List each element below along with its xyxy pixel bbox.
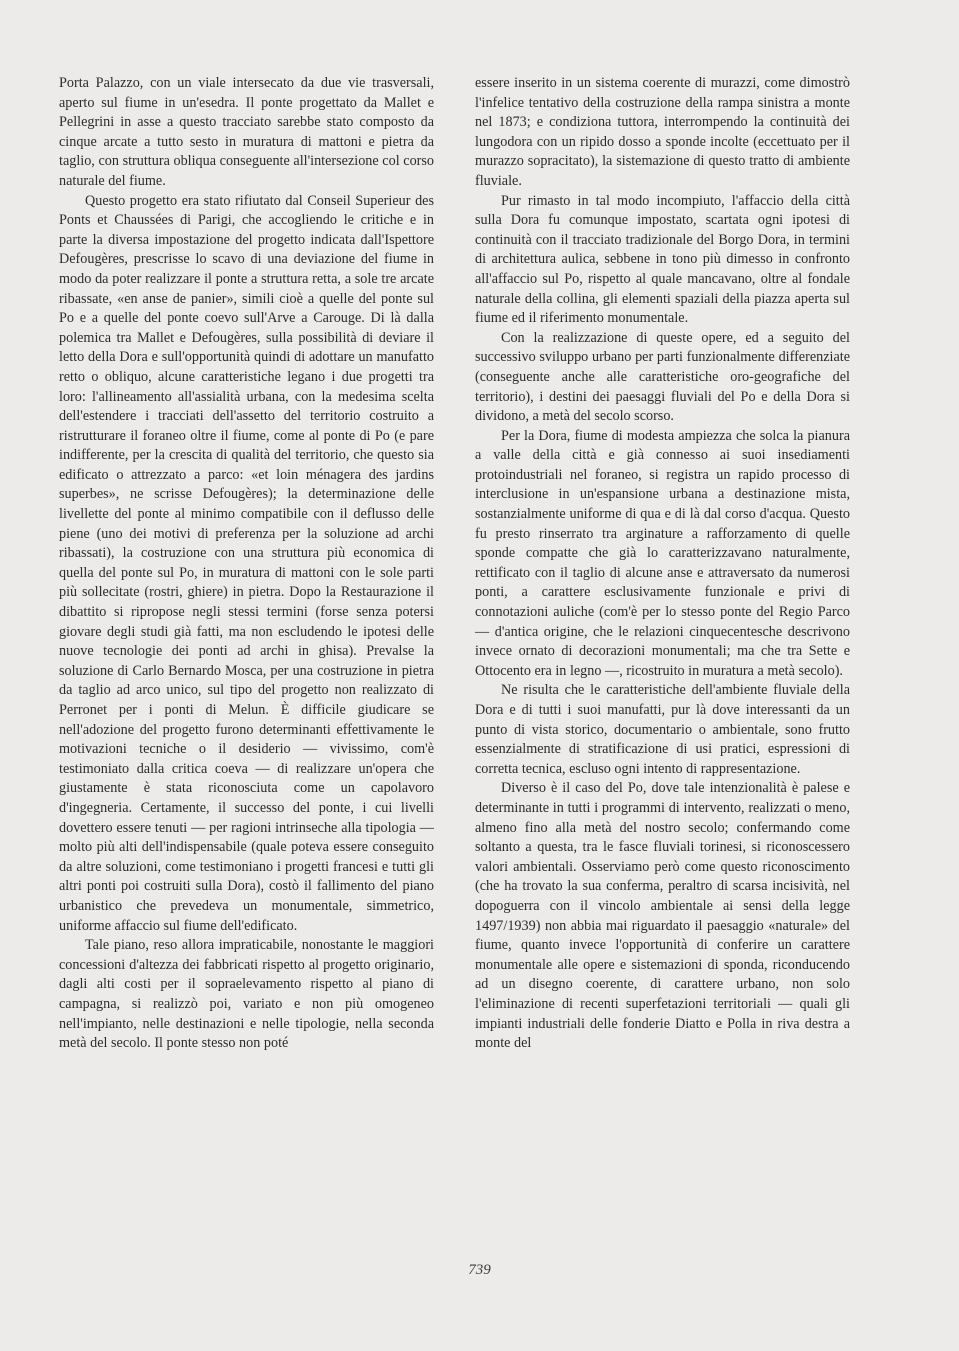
page-number: 739: [468, 1262, 491, 1278]
right-text-column: [475, 74, 850, 1054]
paragraph: Questo progetto era stato rifiutato dal Conseil Superieur des Ponts et Chaussées di Parigi, che accogliendo le critiche e in parte la diversa impostazione del progetto indicata dall'Ispettore Defougères, prescrisse lo scavo di una deviazione del fiume in modo da poter realizzare il ponte a struttura retta, a sole tre arcate ribassate, «en anse de panier», simili cioè a quelle del ponte sul Po e a quelle del ponte coevo sull'Arve a Carouge. Di là dalla polemica tra Mallet e Defougères, sulla possibilità di deviare il letto della Dora e sull'opportunità quindi di adottare un manufatto retto o obliquo, alcune caratteristiche legano i due progetti tra loro: l'allineamento all'assialità urbana, con la medesima scelta dell'estendere i tracciati dell'assetto del territorio costruito a ristrutturare il foraneo oltre il fiume, come al ponte di Po (e pare indifferente, per la crescita di qualità del territorio, che questo sia edificato o attrezzato a parco: «et loin ménagera des jardins superbes», ne scrisse Defougères); la determinazione delle livellette del ponte al minimo compatibile con il deflusso delle piene (uno dei motivi di preferenza per la soluzione ad archi ribassati), la costruzione con una struttura più economica di quella del ponte sul Po, in muratura di mattoni con le sole parti più sollecitate (rostri, ghiere) in pietra. Dopo la Restaurazione il dibattito si ripropose negli stessi termini (forse senza potersi giovare degli studi già fatti, ma non escludendo le ipotesi delle nuove tecnologie dei ponti ad archi in ghisa). Prevalse la soluzione di Carlo Bernardo Mosca, per una costruzione in pietra da taglio ad arco unico, sul tipo del progetto non realizzato di Perronet per i ponti di Melun. È difficile giudicare se nell'adozione del progetto furono determinanti effettivamente le motivazioni tecniche o il desiderio — vivissimo, com'è testimoniato dalla critica coeva — di realizzare un'opera che giustamente è stata riconosciuta come un capolavoro d'ingegneria. Certamente, il successo del ponte, i cui livelli dovettero essere tenuti — per ragioni intrinseche alla tipologia — molto più alti dell'indispensabile (quale poteva essere conseguito da altre soluzioni, come testimoniano i progetti francesi e tutti gli altri ponti poi costruiti sulla Dora), costò il fallimento del piano urbanistico che prevedeva un monumentale, simmetrico, uniforme affaccio sul fiume dell'edificato.: [59, 192, 434, 934]
paragraph: Tale piano, reso allora impraticabile, nonostante le maggiori concessioni d'altezza dei fabbricati rispetto al progetto originario, dagli alti costi per il sopraelevamento rispetto al piano di campagna, si realizzò poi, variato e non più omogeneo nell'impianto, nelle destinazioni e nelle tipologie, nella seconda metà del secolo. Il ponte stesso non poté: [59, 937, 434, 1052]
paragraph: Ne risulta che le caratteristiche dell'ambiente fluviale della Dora e di tutti i suoi manufatti, pur là dove interessanti da un punto di vista storico, documentario o ambientale, sono frutto essenzialmente di stratificazione di usi pratici, espressioni di corretta tecnica, escluso ogni intento di rappresentazione.: [475, 682, 850, 777]
paragraph: Con la realizzazione di queste opere, ed a seguito del successivo sviluppo urbano per parti funzionalmente differenziate (conseguente anche alle caratteristiche oro-geografiche del territorio), i destini dei paesaggi fluviali del Po e della Dora si dividono, a metà del secolo scorso.: [475, 329, 850, 425]
paragraph: Pur rimasto in tal modo incompiuto, l'affaccio della città sulla Dora fu comunque impostato, scartata ogni ipotesi di continuità con il tracciato tradizionale del Borgo Dora, in termini di architettura aulica, sebbene in tono più dimesso in confronto all'affaccio sul Po, rispetto al quale mancavano, oltre al fondale naturale della collina, gli elementi spaziali della piazza aperta sul fiume ed il riferimento monumentale.: [475, 192, 850, 327]
left-text-column: [59, 74, 434, 1054]
paragraph: Porta Palazzo, con un viale intersecato da due vie trasversali, aperto sul fiume in un'esedra. Il ponte progettato da Mallet e Pellegrini in asse a questo tracciato sarebbe stato composto da cinque arcate a tutto sesto in muratura di mattoni e pietra da taglio, con struttura obliqua conseguente all'intersezione col corso naturale del fiume.: [59, 75, 434, 189]
paragraph: Per la Dora, fiume di modesta ampiezza che solca la pianura a valle della città e già connesso ai suoi insediamenti protoindustriali nel foraneo, si registra un rapido processo di interclusione in un'espansione urbana a destinazione mista, sostanzialmente uniforme di qua e di là dal corso d'acqua. Questo fu presto rinserrato tra arginature a rafforzamento di quelle sponde compatte che già lo caratterizzavano naturalmente, rettificato con il taglio di alcune anse e attraversato da numerosi ponti, a carattere esclusivamente funzionale e privi di connotazioni auliche (com'è per lo stesso ponte del Regio Parco — d'antica origine, che le relazioni cinquecentesche descrivono invece ornato di decorazioni monumentali; ma che tra Sette e Ottocento era in legno —, ricostruito in muratura a metà secolo).: [475, 427, 850, 679]
paragraph: essere inserito in un sistema coerente di murazzi, come dimostrò l'infelice tentativo della costruzione della rampa sinistra a monte nel 1873; e condiziona tuttora, interrompendo la continuità dei lungodora con un ripido dosso a sponde incolte (eccettuato per il murazzo sopracitato), la sistemazione di questo tratto di ambiente fluviale.: [475, 75, 850, 189]
paragraph: Diverso è il caso del Po, dove tale intenzionalità è palese e determinante in tutti i programmi di intervento, realizzati o meno, almeno fino alla metà del nostro secolo; confermando come soltanto a questa, tra le fasce fluviali torinesi, si riconoscessero valori ambientali. Osserviamo però come questo riconoscimento (che ha trovato la sua conferma, peraltro di scarsa incisività, nel dopoguerra con il vincolo ambientale ai sensi della legge 1497/1939) non abbia mai riguardato il paesaggio «naturale» del fiume, quanto invece l'opportunità di conferire un carattere monumentale alle opere e sistemazioni di sponda, riconducendo ad un disegno coerente, di carattere urbano, non solo l'eliminazione di recenti superfetazioni territoriali — quali gli impianti industriali delle fonderie Diatto e Polla in riva destra a monte del: [475, 780, 850, 1052]
